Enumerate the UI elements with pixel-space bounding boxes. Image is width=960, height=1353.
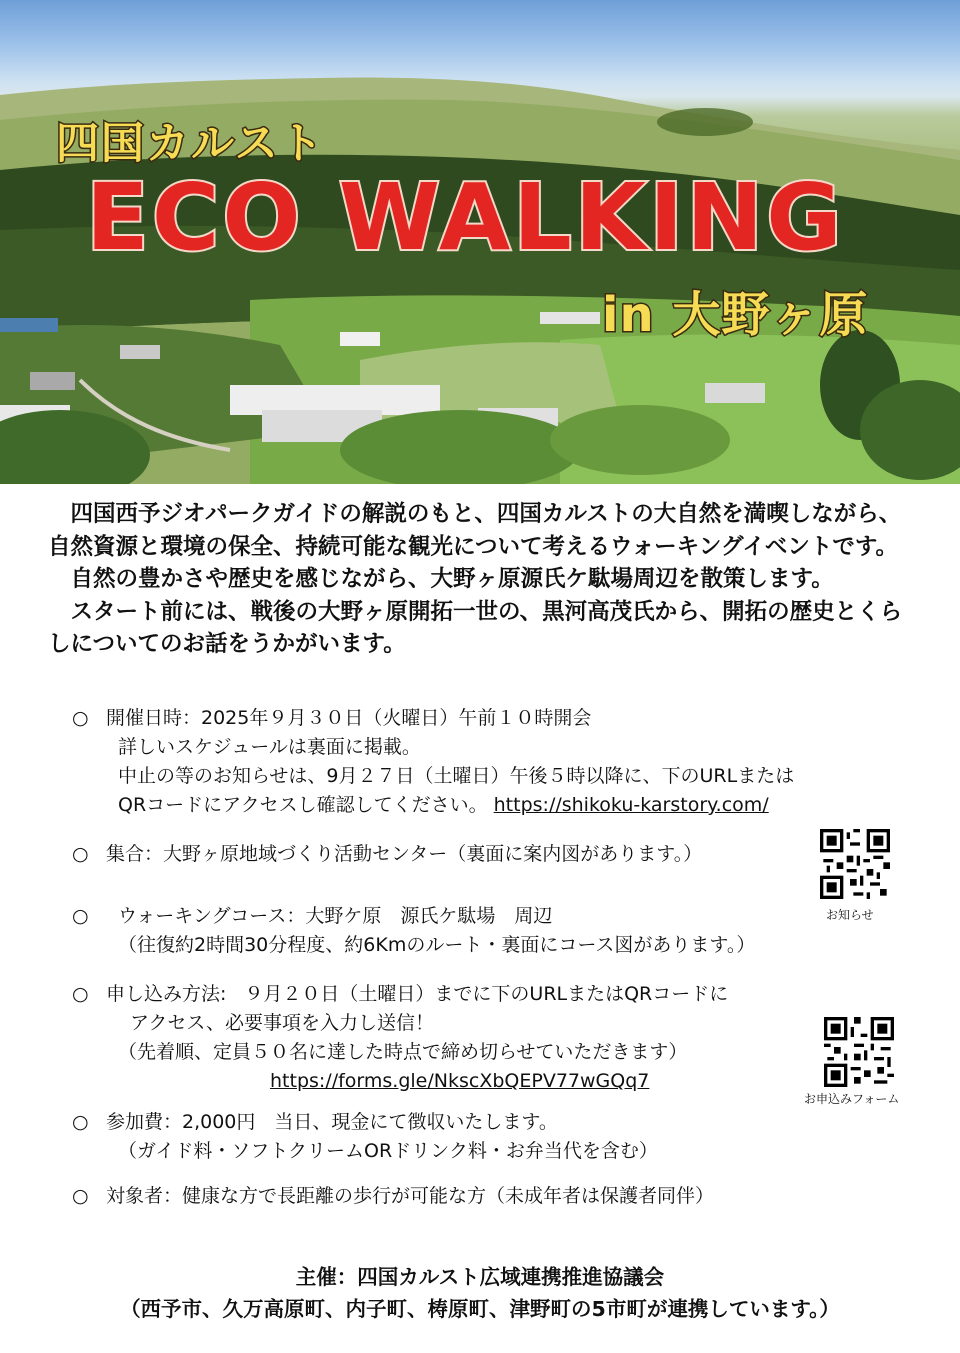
date-note-cancel: 中止の等のお知らせは、9月２７日（土曜日）午後５時以降に、下のURLまたは: [118, 765, 795, 787]
apply-label: 申し込み方法:: [106, 983, 227, 1005]
date-line: 開催日時：2025年９月３０日（火曜日）午前１０時開会: [106, 707, 592, 729]
intro-paragraph-1: 四国西予ジオパークガイドの解説のもと、四国カルストの大自然を満喫しながら、自然資源と環境の保全、持続可能な観光について考えるウォーキングイベントです。: [48, 501, 902, 560]
date-note-qr-text: QRコードにアクセスし確認してください。: [118, 794, 488, 816]
course-note: （往復約2時間30分程度、約6Kmのルート・裏面にコース図があります。）: [118, 934, 756, 956]
date-note-qr: [72, 791, 902, 820]
target-line: 対象者：健康な方で長距離の歩行が可能な方（未成年者は保護者同伴）: [106, 1185, 715, 1207]
detail-target: [72, 1182, 902, 1211]
title-shikoku-karst: 四国カルスト: [56, 119, 325, 169]
intro-paragraph-3: スタート前には、戦後の大野ヶ原開拓一世の、黒河高茂氏から、開拓の歴史とくらしについてのお話をうかがいます。: [48, 598, 903, 657]
hero-photo: [0, 0, 960, 484]
bullet-circle: ○: [72, 905, 89, 927]
bullet-circle: ○: [72, 983, 89, 1005]
fee-line: 参加費：2,000円 当日、現金にて徴収いたします。: [106, 1111, 558, 1133]
organizer-members: （西予市、久万高原町、内子町、梼原町、津野町の5市町が連携しています。）: [120, 1297, 840, 1321]
detail-date: [72, 704, 902, 820]
detail-fee: [72, 1108, 902, 1166]
apply-note-first-come: （先着順、定員５０名に達した時点で締め切らせていただきます）: [118, 1041, 688, 1063]
info-url-link[interactable]: https://shikoku-karstory.com/: [493, 794, 769, 816]
bullet-circle: ○: [72, 1111, 89, 1133]
application-qr-code[interactable]: [824, 1017, 894, 1087]
date-note-schedule: 詳しいスケジュールは裏面に掲載。: [118, 736, 421, 758]
detail-meeting: [72, 840, 902, 869]
apply-url-link[interactable]: https://forms.gle/NkscXbQEPV77wGQq7: [270, 1070, 650, 1092]
detail-apply: [72, 980, 902, 1096]
bullet-circle: ○: [72, 707, 89, 729]
detail-course: [72, 902, 902, 960]
course-line: ウォーキングコース：大野ケ原 源氏ケ駄場 周辺: [118, 905, 553, 927]
fee-note: （ガイド料・ソフトクリームORドリンク料・お弁当代を含む）: [118, 1140, 658, 1162]
bullet-circle: ○: [72, 1185, 89, 1207]
meeting-line: 集合：大野ヶ原地域づくり活動センター（裏面に案内図があります。）: [106, 843, 703, 865]
notice-qr-code[interactable]: [820, 829, 890, 899]
apply-text: ９月２０日（土曜日）までに下のURLまたはQRコードに: [244, 983, 729, 1005]
application-qr-label: お申込みフォーム: [804, 1092, 900, 1106]
title-eco-walking: ECO WALKING: [86, 164, 845, 271]
bullet-circle: ○: [72, 843, 89, 865]
organizer-name: 主催：四国カルスト広域連携推進協議会: [295, 1265, 665, 1289]
intro-paragraph-2: 自然の豊かさや歴史を感じながら、大野ヶ原源氏ケ駄場周辺を散策します。: [70, 566, 834, 592]
notice-qr-label: お知らせ: [826, 908, 874, 922]
organizer-footer: [0, 1261, 960, 1325]
intro-text: [48, 498, 920, 661]
apply-note-submit: アクセス、必要事項を入力し送信！: [130, 1012, 435, 1034]
title-in-onogahara: in 大野ヶ原: [602, 287, 869, 343]
